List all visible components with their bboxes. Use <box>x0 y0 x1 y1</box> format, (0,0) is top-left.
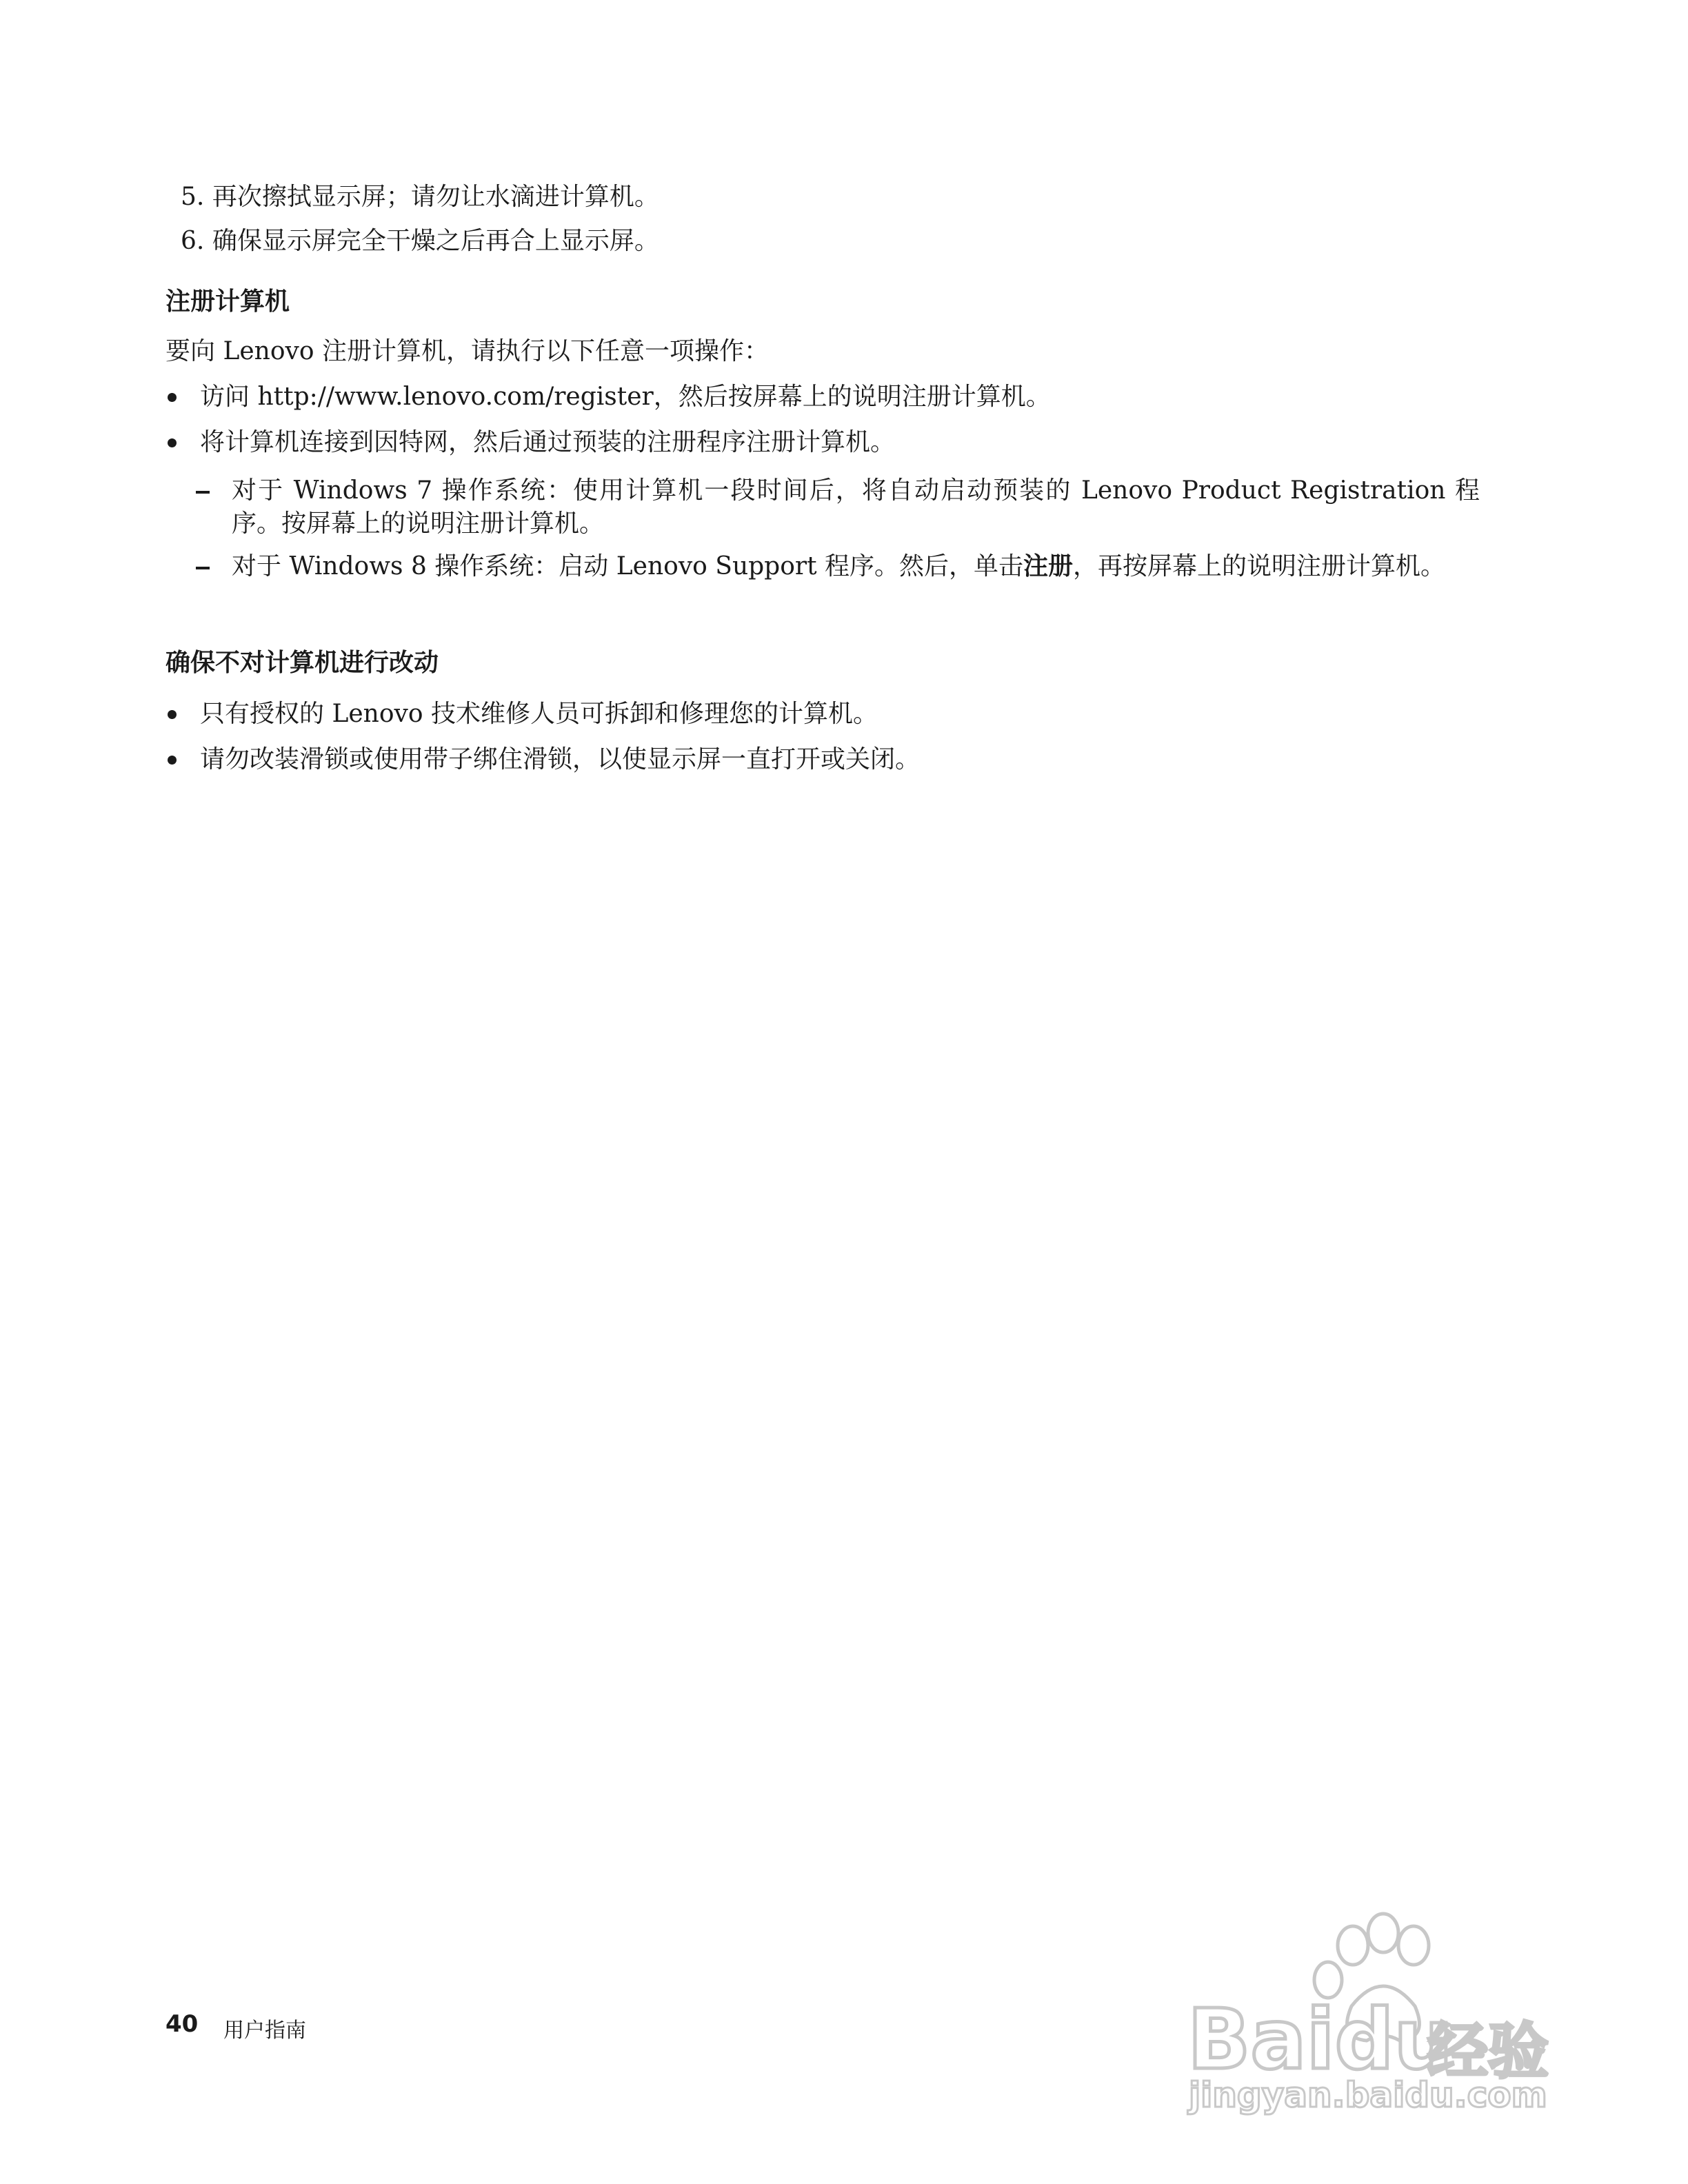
register-subitem-windows7: 对于 Windows 7 操作系统：使用计算机一段时间后，将自动启动预装的 Lenovo Product Registration 程序。按屏幕上的说明注册计算机。 <box>232 476 1480 538</box>
bullet-icon <box>168 393 177 402</box>
bullet-icon <box>168 710 177 719</box>
step-5 <box>181 181 659 214</box>
step-number: 6. <box>181 227 205 255</box>
bullet-icon <box>168 438 177 447</box>
subitem-text: ，再按屏幕上的说明注册计算机。 <box>1073 552 1446 580</box>
subitem-text: 对于 Windows 8 操作系统：启动 Lenovo Support 程序。然后，单击 <box>232 552 1024 580</box>
register-bullet-2: 将计算机连接到因特网，然后通过预装的注册程序注册计算机。 <box>200 428 896 456</box>
page-number: 40 <box>165 2010 199 2038</box>
modify-bullet-2: 请勿改装滑锁或使用带子绑住滑锁，以使显示屏一直打开或关闭。 <box>200 745 921 774</box>
watermark-url: jingyan.baidu.com <box>1189 2075 1547 2115</box>
watermark <box>1172 1903 1600 2115</box>
step-text: 再次擦拭显示屏；请勿让水滴进计算机。 <box>212 183 659 211</box>
register-bold-term: 注册 <box>1023 552 1074 580</box>
modify-bullet-1: 只有授权的 Lenovo 技术维修人员可拆卸和修理您的计算机。 <box>200 700 878 728</box>
step-text: 确保显示屏完全干燥之后再合上显示屏。 <box>212 227 659 255</box>
dash-icon <box>196 491 210 494</box>
register-bullet-1: 访问 http://www.lenovo.com/register，然后按屏幕上的说明注册计算机。 <box>200 383 1051 411</box>
step-6 <box>181 225 659 258</box>
bullet-icon <box>168 756 177 765</box>
register-intro: 要向 Lenovo 注册计算机，请执行以下任意一项操作： <box>165 337 769 365</box>
footer-title: 用户指南 <box>223 2019 306 2043</box>
watermark-logo: Baidu <box>1187 1992 1453 2088</box>
step-number: 5. <box>181 183 205 211</box>
dash-icon <box>196 567 210 569</box>
register-subitem-windows8 <box>232 550 1480 583</box>
section-heading-register: 注册计算机 <box>165 287 290 316</box>
section-heading-modify: 确保不对计算机进行改动 <box>165 649 439 677</box>
watermark-brand: 经验 <box>1427 2016 1549 2087</box>
